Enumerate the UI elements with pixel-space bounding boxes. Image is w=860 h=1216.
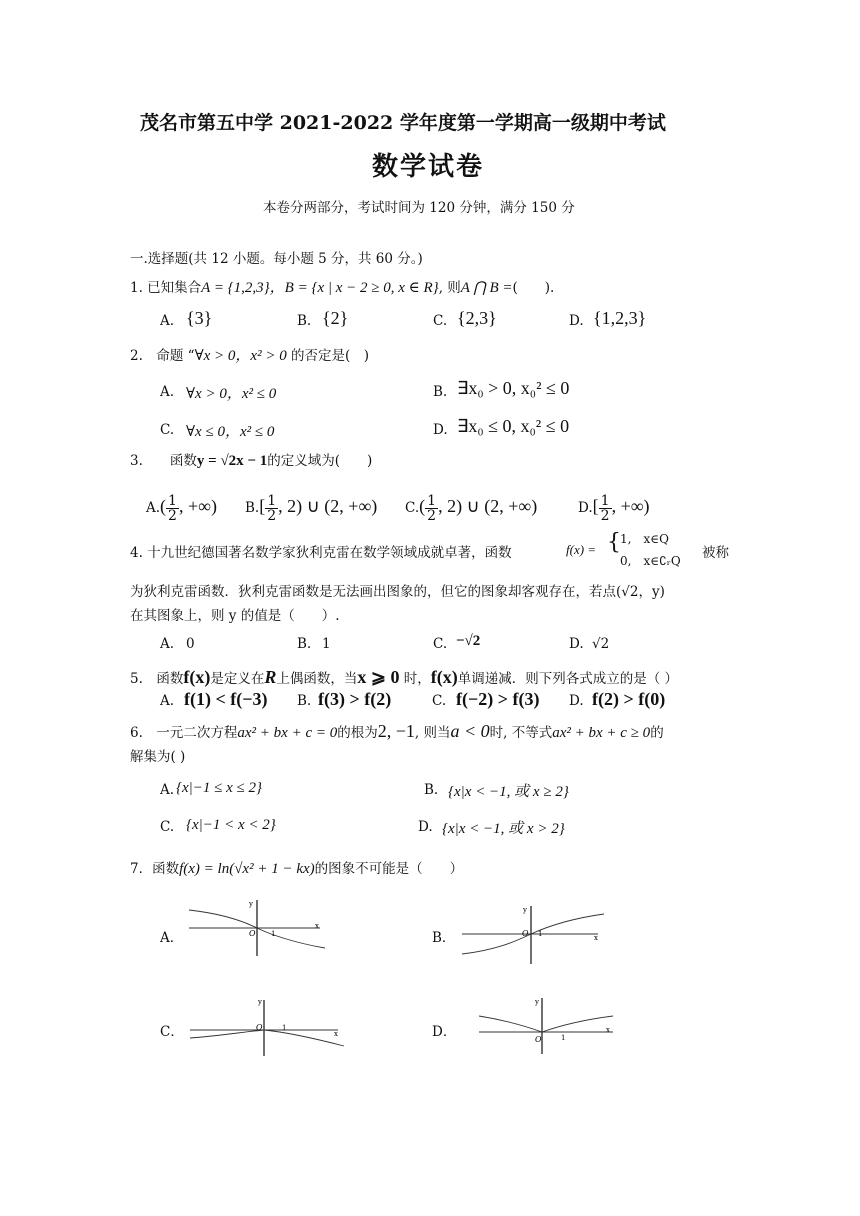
q4-line-1b: 被称 (702, 545, 729, 561)
graph-b-one: 1 (538, 930, 543, 938)
q1-sets: A = {1,2,3}，B = {x | x − 2 ≥ 0, x ∈ R} (201, 280, 439, 296)
q3-d-fraction (599, 494, 612, 523)
q2-option-c: ∀x ≤ 0，x² ≤ 0 (186, 424, 275, 440)
q4-option-a: 0 (186, 636, 195, 652)
q4-case-2: 0, x∈∁ᵣQ (620, 554, 681, 568)
q6-stem-d: 时, 不等式 (489, 725, 553, 741)
q4-fx: f(x) = (566, 542, 597, 557)
q7-option-d-label: D． (432, 1024, 457, 1040)
q5-option-d: f(2) > f(0) (592, 689, 666, 709)
q7-stem-a: 7．函数 (130, 861, 180, 877)
graph-d-x-label: x (606, 1026, 610, 1034)
q5-fx-2: f(x) (430, 667, 458, 687)
q1-stem-b: , 则 (438, 280, 461, 296)
graph-d-one: 1 (561, 1034, 566, 1042)
q7-stem-b: 的图象不可能是（ ） (314, 861, 464, 877)
q4-line-2: 为狄利克雷函数．狄利克雷函数是无法画出图象的，但它的图象却客观存在，若点(√2，y) (130, 584, 665, 600)
q5-option-c-label: C. (432, 693, 447, 709)
q4-option-b: 1 (322, 636, 331, 652)
q6-stem-b: 的根为 (337, 725, 378, 741)
q2-option-a: ∀x > 0，x² ≤ 0 (186, 386, 277, 402)
q5-stem-e: 单调递减．则下列各式成立的是（ ） (457, 671, 679, 687)
q5-cond: x ⩾ 0 (357, 667, 400, 687)
q3-function: y = √2x − 1 (196, 453, 268, 469)
q6-option-b: {x|x < −1, 或 x ≥ 2} (448, 784, 569, 800)
q6-stem-c: , 则当 (414, 725, 451, 741)
q4-option-c: −√2 (456, 633, 481, 649)
q3-a-num: 1 (168, 493, 177, 509)
q5-option-a-label: A. (160, 693, 175, 709)
q5-stem-c: 上偶函数，当 (276, 671, 358, 687)
q1-option-a-label: A. (160, 313, 175, 329)
q6-line-2: 解集为( ) (130, 749, 186, 765)
q1-option-d-label: D. (569, 313, 584, 329)
q1-option-c: {2,3} (457, 308, 497, 328)
question-2 (130, 345, 369, 367)
q6-option-d: {x|x < −1, 或 x > 2} (442, 821, 565, 837)
question-7 (130, 858, 463, 880)
q2-option-d-label: D. (433, 422, 448, 438)
section-heading: 一.选择题(共 12 小题。每小题 5 分，共 60 分。) (130, 251, 423, 267)
q3-a-fraction (166, 494, 179, 523)
q6-option-b-label: B. (424, 782, 439, 798)
q7-function: f(x) = ln(√x² + 1 − kx) (179, 861, 315, 877)
graph-b-y-label: y (523, 906, 527, 914)
q6-option-a: {x|−1 ≤ x ≤ 2} (176, 780, 263, 796)
q3-stem-b: 的定义域为( ) (267, 453, 373, 469)
q3-stem-a: 3. 函数 (130, 453, 197, 469)
q4-option-d: √2 (592, 636, 610, 652)
q3-b-rest: , 2) ∪ (2, +∞) (278, 496, 378, 516)
q3-option-c-label: C. (405, 500, 420, 516)
q5-fx-1: f(x) (183, 667, 211, 687)
graph-b-x-label: x (594, 934, 598, 942)
q3-b-num: 1 (267, 493, 277, 509)
graph-c-x-label: x (334, 1030, 338, 1038)
q1-intersection: A ⋂ B = (460, 280, 513, 296)
q3-b-fraction (265, 494, 278, 523)
q4-line-1: 4. 十九世纪德国著名数学家狄利克雷在数学领域成就卓著，函数 (130, 545, 512, 561)
q6-roots: 2, −1 (377, 721, 415, 741)
q6-stem-a: 6. 一元二次方程 (130, 725, 238, 741)
question-3 (130, 450, 372, 472)
q4-line-3: 在其图象上，则 y 的值是（ ）. (130, 608, 340, 624)
q2-option-b-label: B. (433, 384, 448, 400)
q3-option-a-label: A. (146, 500, 161, 516)
q4-option-d-label: D. (569, 636, 584, 652)
q1-option-a: {3} (186, 308, 213, 328)
q2-option-d: ∃x₀ ≤ 0, x₀² ≤ 0 (457, 416, 570, 436)
q7-option-a-label: A． (160, 930, 184, 946)
q4-option-c-label: C. (433, 636, 448, 652)
q2-stem-b: 的否定是( ) (286, 348, 370, 364)
q3-d-bracket: [ (592, 496, 599, 516)
q3-option-a (146, 494, 217, 523)
q2-option-c-label: C. (160, 422, 175, 438)
q3-c-fraction (425, 494, 438, 523)
q5-option-c: f(−2) > f(3) (456, 689, 540, 709)
graph-d-origin: O (535, 1035, 542, 1044)
question-6 (130, 720, 664, 744)
subject-title: 数学试卷 (372, 152, 485, 182)
graph-b-origin: O (522, 929, 529, 938)
q1-option-c-label: C. (433, 313, 448, 329)
q3-a-paren: ( (160, 496, 167, 516)
q7-option-c-label: C． (160, 1024, 184, 1040)
q3-option-b (245, 494, 377, 523)
q1-option-d: {1,2,3} (593, 308, 647, 328)
q2-option-a-label: A. (160, 384, 175, 400)
graph-a-x-label: x (315, 922, 319, 930)
q6-option-c: {x|−1 < x < 2} (186, 817, 276, 833)
q5-stem-b: 是定义在 (210, 671, 265, 687)
q6-equation: ax² + bx + c = 0 (237, 725, 338, 741)
q7-graph-c (188, 996, 348, 1058)
question-1 (130, 277, 554, 299)
q3-d-rest: , +∞) (611, 496, 650, 516)
q3-c-rest: , 2) ∪ (2, +∞) (438, 496, 538, 516)
q3-b-den: 2 (267, 508, 277, 524)
q6-option-d-label: D. (418, 819, 433, 835)
q4-option-b-label: B. (297, 636, 312, 652)
graph-c-y-label: y (258, 998, 262, 1006)
q3-d-den: 2 (600, 508, 610, 524)
q3-c-num: 1 (427, 493, 437, 509)
q6-cond: a < 0 (450, 721, 490, 741)
q4-case-1: 1, x∈Q (620, 532, 669, 546)
graph-c-curve (190, 1030, 344, 1046)
q3-option-b-label: B. (245, 500, 260, 516)
q6-option-a-label: A. (160, 782, 175, 798)
q4-brace: { (607, 530, 621, 555)
q3-a-rest: , +∞) (178, 496, 217, 516)
q6-option-c-label: C. (160, 819, 175, 835)
graph-a-y-label: y (249, 900, 253, 908)
q3-option-c (405, 494, 537, 523)
graph-a-one: 1 (271, 930, 276, 938)
q5-stem-a: 5. 函数 (130, 671, 184, 687)
q6-stem-e: 的 (650, 725, 664, 741)
q3-d-num: 1 (600, 493, 610, 509)
q1-option-b-label: B. (297, 313, 312, 329)
q3-option-d (578, 494, 650, 523)
q5-option-b: f(3) > f(2) (318, 689, 392, 709)
exam-title: 茂名市第五中学 2021-2022 学年度第一学期高一级期中考试 (140, 112, 666, 134)
graph-c-one: 1 (282, 1024, 287, 1032)
q7-graph-b (458, 904, 608, 966)
q1-stem-c: ( ). (512, 280, 555, 296)
q5-option-d-label: D. (569, 693, 584, 709)
question-5 (130, 666, 678, 690)
q2-option-b: ∃x₀ > 0, x₀² ≤ 0 (457, 378, 570, 398)
q3-c-paren: ( (419, 496, 426, 516)
q2-proposition: ∀x > 0，x² > 0 (194, 348, 287, 364)
q1-option-b: {2} (322, 308, 349, 328)
q2-stem-a: 2. 命题 “ (130, 348, 195, 364)
q1-stem-a: 1. 已知集合 (130, 280, 202, 296)
q5-stem-d: 时， (399, 671, 431, 687)
q6-inequality: ax² + bx + c ≥ 0 (552, 725, 651, 741)
graph-d-curve (479, 1016, 613, 1032)
q7-graph-a (185, 898, 330, 958)
q7-option-b-label: B． (432, 930, 456, 946)
q3-a-den: 2 (168, 508, 177, 524)
q3-option-d-label: D. (578, 500, 593, 516)
exam-note: 本卷分两部分，考试时间为 120 分钟，满分 150 分 (263, 200, 575, 216)
q3-c-den: 2 (427, 508, 437, 524)
q3-b-bracket: [ (259, 496, 266, 516)
q5-option-a: f(1) < f(−3) (184, 689, 268, 709)
graph-c-origin: O (256, 1023, 263, 1032)
q4-option-a-label: A. (160, 636, 175, 652)
q5-R: R (264, 667, 277, 687)
graph-d-y-label: y (535, 998, 539, 1006)
q5-option-b-label: B. (297, 693, 312, 709)
q7-graph-d (475, 994, 620, 1056)
graph-a-origin: O (249, 929, 256, 938)
